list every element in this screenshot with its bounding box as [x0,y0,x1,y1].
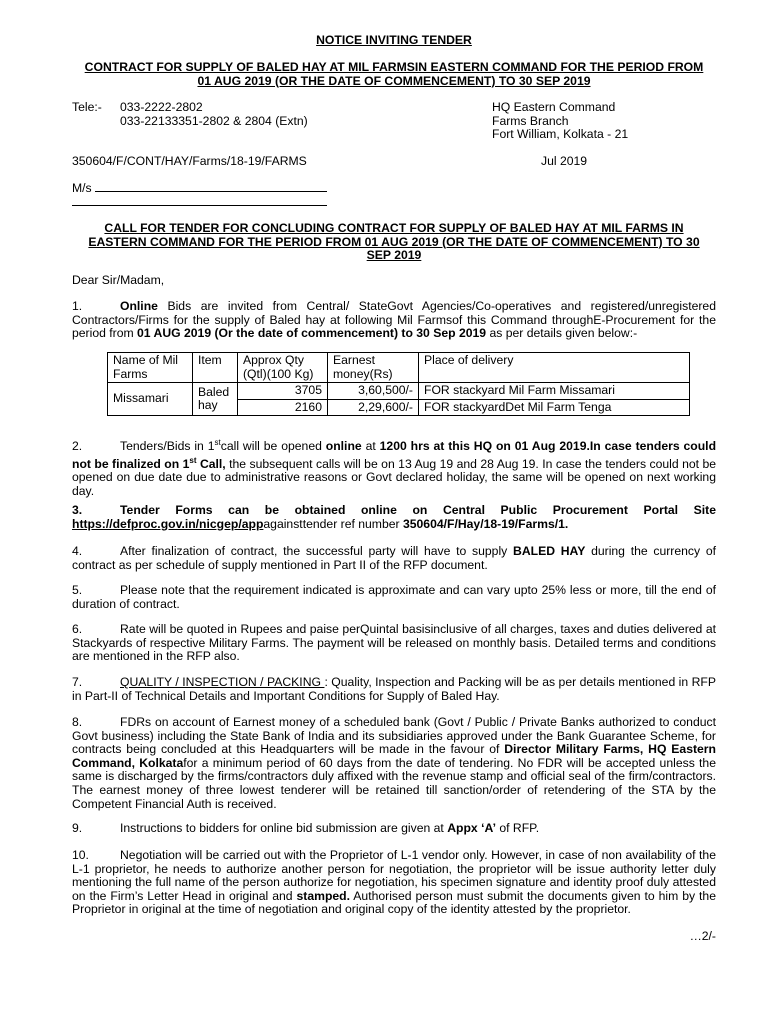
para-bold: 1200 hrs at this HQ on 01 Aug 2019.In case tenders could not be finalized on 1 [72,439,717,471]
earnest-cell: 2,29,600/- [328,399,419,416]
address-line-2: Farms Branch [492,113,569,128]
portal-link[interactable]: https://defproc.gov.in/nicgep/app [72,516,264,531]
call-line-2: EASTERN COMMAND FOR THE PERIOD FROM 01 AUG 2019 (OR THE DATE OF COMMENCEMENT) TO 30 [88,234,700,249]
para-text: Authorised person must submit the documents given to him by the Proprietor in original at the time of negotiation and original copy of the identity attested by the proprietor. [72,888,716,917]
earnest-cell: 3,60,500/- [328,383,419,400]
para-text: of RFP. [495,821,540,835]
superscript: st [189,455,197,465]
header-farm: Name of Mil Farms [108,353,193,383]
call-line-1: CALL FOR TENDER FOR CONCLUDING CONTRACT FOR SUPPLY OF BALED HAY AT MIL FARMS IN [104,221,684,235]
para-text: for a minimum period of 60 days from the date of tendering. No FDR will be accepted unless the same is discharged by the firms/contractors duly affixed with the revenue stamp and official seal of the firm/contractors. The earnest money of three lowest tenderer will be retained till sanction/order of retendering of the STA by the Competent Financial Auth is received. [72,755,716,811]
para-number: 10. [72,848,89,862]
para-text: call will be opened [220,439,326,454]
reference-date: Jul 2019 [541,154,588,168]
para-bold: 350604/F/Hay/18-19/Farms/1. [402,516,569,531]
header-qty: Approx Qty (Qtl)(100 Kg) [238,353,328,383]
para-text: After finalization of contract, the successful party will have to supply [120,544,514,558]
para-number: 5. [72,583,83,597]
header-earnest: Earnest money(Rs) [328,353,419,383]
paragraph-9 [72,822,716,836]
qty-cell: 2160 [238,399,328,416]
item-cell: Baled hay [193,383,238,416]
place-cell: FOR stackyard Mil Farm Missamari [419,383,690,400]
addressee-block [72,182,327,209]
para-bold: stamped. [296,888,351,903]
para-text: during the currency of contract as per schedule of supply mentioned in Part II of the RFP document. [72,544,717,572]
notice-title: NOTICE INVITING TENDER [316,33,472,47]
para-number: 1. [72,299,83,313]
place-cell: FOR stackyardDet Mil Farm Tenga [419,399,690,416]
para-number: 6. [72,622,83,636]
tele-number-1: 033-2222-2802 [120,100,203,114]
paragraph-3 [72,504,716,531]
para-number: 4. [72,544,83,558]
para-text: Please note that the requirement indicated is approximate and can vary upto 25% less or more, till the end of duration of contract. [72,583,716,611]
para-text: : Quality, Inspection and Packing will be as per details mentioned in RFP in Part-II of Technical Details and Important Conditions for Supply of Baled Hay. [72,675,717,703]
header-place: Place of delivery [419,353,690,383]
tender-table [107,352,690,416]
table-row [108,383,690,400]
superscript: st [214,438,221,447]
para-text: Rate will be quoted in Rupees and paise perQuintal basisinclusive of all charges, taxes and duties delivered at Stackyards of respective Military Farms. The payment will be released on monthly basis. Detailed terms and conditions are mentioned in the RFP also. [72,622,716,664]
para-text: at [361,439,380,454]
para-number: 2. [72,439,83,454]
para-text: Instructions to bidders for online bid submission are given at [120,821,448,835]
paragraph-6 [72,623,716,664]
para-bold: Call, [196,456,226,471]
tele-number-2: 033-22133351-2802 & 2804 (Extn) [120,113,308,128]
para-number: 8. [72,715,83,729]
subject-line-1: CONTRACT FOR SUPPLY OF BALED HAY AT MIL FARMSIN EASTERN COMMAND FOR THE PERIOD FROM [84,60,704,74]
para-number: 3. [72,503,83,517]
subject-line-2: 01 AUG 2019 (OR THE DATE OF COMMENCEMENT) TO 30 SEP 2019 [197,73,591,88]
para-text: the subsequent calls will be on 13 Aug 19 and 28 Aug 19. In case the tenders could not be opened on due date due to administrative reasons or Govt declared holiday, the same will be opened on next working day. [72,456,717,498]
ms-label: M/s [72,181,92,195]
page-continuation: …2/- [689,929,716,943]
address-line-3: Fort William, Kolkata - 21 [492,127,629,142]
para-bold: BALED HAY [513,544,586,558]
header-item: Item [193,353,238,383]
para-text: againsttender ref number [263,516,403,531]
telephone-block [72,101,308,128]
para-text: Tenders/Bids in 1 [120,439,215,454]
para-underlined: QUALITY / INSPECTION / PACKING [120,675,325,689]
paragraph-10 [72,849,716,917]
paragraph-2 [72,436,716,499]
reference-number: 350604/F/CONT/HAY/Farms/18-19/FARMS [72,154,307,168]
paragraph-5 [72,584,716,611]
para-bold: Appx ‘A’ [447,821,496,835]
para-text: as per details given below:- [486,326,638,341]
para-number: 9. [72,821,83,835]
table-header-row [108,353,690,383]
para-text: Bids are invited from Central/ StateGovt Agencies/Co-operatives and registered/unregistered Contractors/Firms for the supply of Baled hay at following Mil Farmsof this Command throughE-Procurement for the period from [72,299,716,341]
subject-heading [72,61,716,88]
address-line-1: HQ Eastern Command [492,100,616,114]
farm-cell: Missamari [108,383,193,416]
paragraph-7 [72,676,716,703]
para-bold: Online [120,299,158,313]
qty-cell: 3705 [238,383,328,400]
para-text: FDRs on account of Earnest money of a scheduled bank (Govt / Public / Private Banks authorized to conduct Govt business) including the State Bank of India and its subsidiaries approved under the Bank Guarantee Scheme, for contracts being concluded at this Headquarters will be made in the favour of [72,715,716,757]
paragraph-1 [72,300,716,341]
address-block [492,101,628,142]
para-number: 7. [72,675,83,689]
paragraph-8 [72,716,716,811]
tele-label: Tele:- [72,100,102,114]
para-bold: Tender Forms can be obtained online on Central Public Procurement Portal Site [120,503,716,517]
para-bold: Director Military Farms, HQ Eastern Command, Kolkata [72,742,716,770]
para-bold: online [325,439,362,454]
paragraph-4 [72,545,716,572]
para-text: Negotiation will be carried out with the Proprietor of L-1 vendor only. However, in case of non availability of the L-1 proprietor, he needs to authorize another person for negotiation, the proprietor will be issue authority letter duly mentioning the full name of the person authorize for negotiation, his specimen signature and identity proof duly attested on the Firm’s Letter Head in original and [72,848,716,903]
call-heading [72,222,716,263]
salutation: Dear Sir/Madam, [72,273,165,287]
para-bold: 01 AUG 2019 (Or the date of commencement) to 30 Sep 2019 [137,326,487,341]
call-line-3: SEP 2019 [366,248,422,263]
